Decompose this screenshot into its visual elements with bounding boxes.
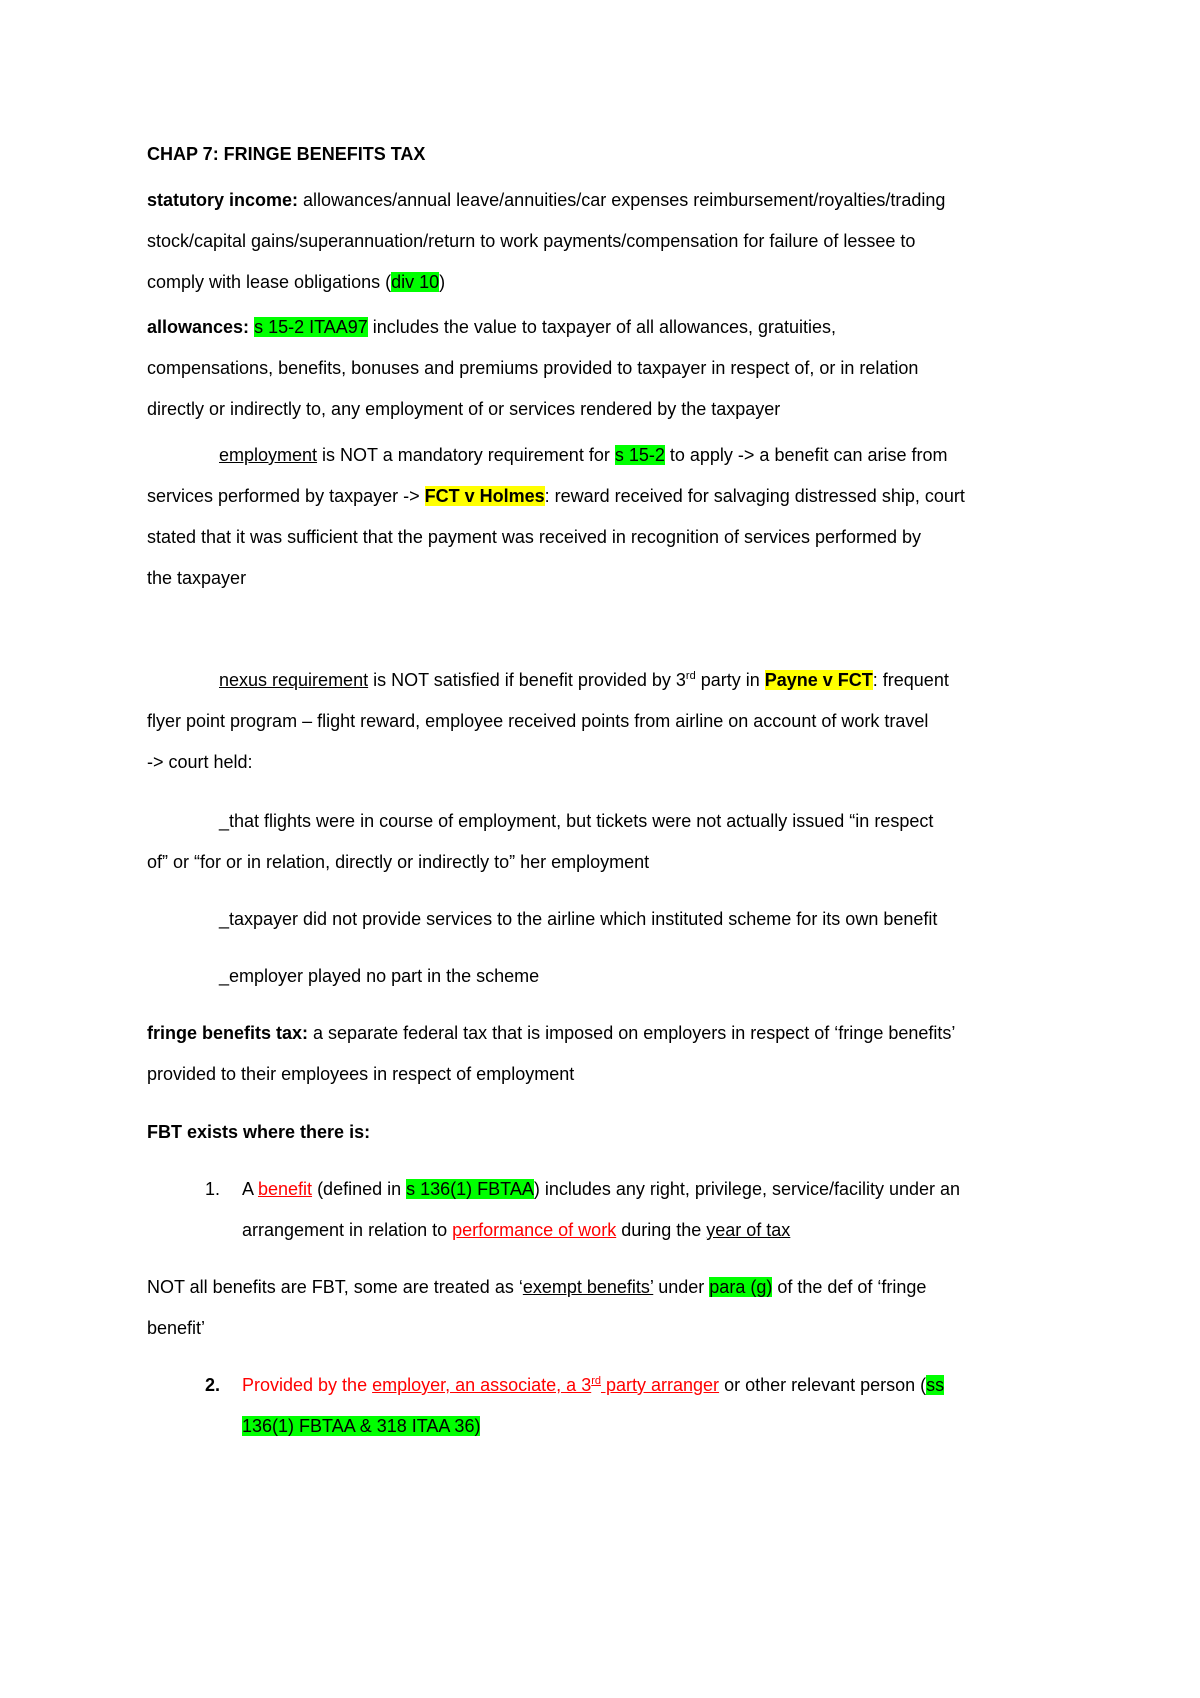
fbt-label: fringe benefits tax:: [147, 1023, 309, 1043]
list-number-1: 1.: [205, 1179, 221, 1199]
statutory-income-paragraph: statutory income: allowances/annual leave/annuities/car expenses reimbursement/royalties/trading stock/capital gains/superannuation/return to work payments/compensation for failure of lessee to comply with lease obligations (div 10): [147, 190, 946, 292]
held-point-2: _taxpayer did not provide services to the airline which instituted scheme for its own benefit: [219, 909, 938, 929]
held-point-1-cont: of” or “for or in relation, directly or indirectly to” her employment: [147, 852, 650, 872]
list-item-2: Provided by the employer, an associate, a 3rd party arranger or other relevant person (ss 136(1) FBTAA & 318 ITAA 36): [242, 1375, 945, 1436]
fbt-exists-heading: FBT exists where there is:: [147, 1122, 371, 1142]
page-title: CHAP 7: FRINGE BENEFITS TAX: [147, 144, 426, 164]
case-fct-v-holmes: FCT v Holmes: [424, 486, 545, 506]
allowances-paragraph: allowances: s 15-2 ITAA97 includes the value to taxpayer of all allowances, gratuities, compensations, benefits, bonuses and premiums provided to taxpayer in respect of, or in relation directly or indirectly to, any employment of or services rendered by the taxpayer: [147, 317, 919, 419]
para-g-highlight: para (g): [709, 1277, 773, 1297]
s15-2-highlight: s 15-2: [614, 445, 665, 465]
exempt-benefits-paragraph: NOT all benefits are FBT, some are treated as ‘exempt benefits’ under para (g) of the def of ‘fringe benefit’: [147, 1277, 927, 1338]
nexus-paragraph-cont: flyer point program – flight reward, employee received points from airline on account of work travel -> court held:: [147, 711, 929, 772]
list-item-1: A benefit (defined in s 136(1) FBTAA) includes any right, privilege, service/facility under an arrangement in relation to performance of work during the year of tax: [242, 1179, 961, 1240]
ss-136-318-highlight: 136(1) FBTAA & 318 ITAA 36): [242, 1416, 481, 1436]
employment-paragraph-cont: services performed by taxpayer -> FCT v Holmes: reward received for salvaging distressed ship, court stated that it was sufficient that the payment was received in recognition of services performed by the taxpayer: [147, 486, 965, 588]
nexus-paragraph: nexus requirement is NOT satisfied if benefit provided by 3rd party in Payne v FCT: frequent: [219, 670, 949, 690]
fbt-definition-paragraph: fringe benefits tax: a separate federal tax that is imposed on employers in respect of ‘fringe benefits’ provided to their employees in respect of employment: [147, 1023, 956, 1084]
list-number-2: 2.: [205, 1375, 221, 1395]
case-payne-v-fct: Payne v FCT: [764, 670, 873, 690]
s15-2-highlight: s 15-2 ITAA97: [254, 317, 368, 337]
allowances-label: allowances:: [147, 317, 250, 337]
held-point-1: _that flights were in course of employment, but tickets were not actually issued “in respect: [219, 811, 934, 831]
s136-1-highlight: s 136(1) FBTAA: [406, 1179, 534, 1199]
ss-highlight: ss: [926, 1375, 945, 1395]
employment-paragraph: employment is NOT a mandatory requirement for s 15-2 to apply -> a benefit can arise from: [219, 445, 948, 465]
div10-highlight: div 10: [391, 272, 440, 292]
held-point-3: _employer played no part in the scheme: [219, 966, 540, 986]
statutory-income-label: statutory income:: [147, 190, 299, 210]
